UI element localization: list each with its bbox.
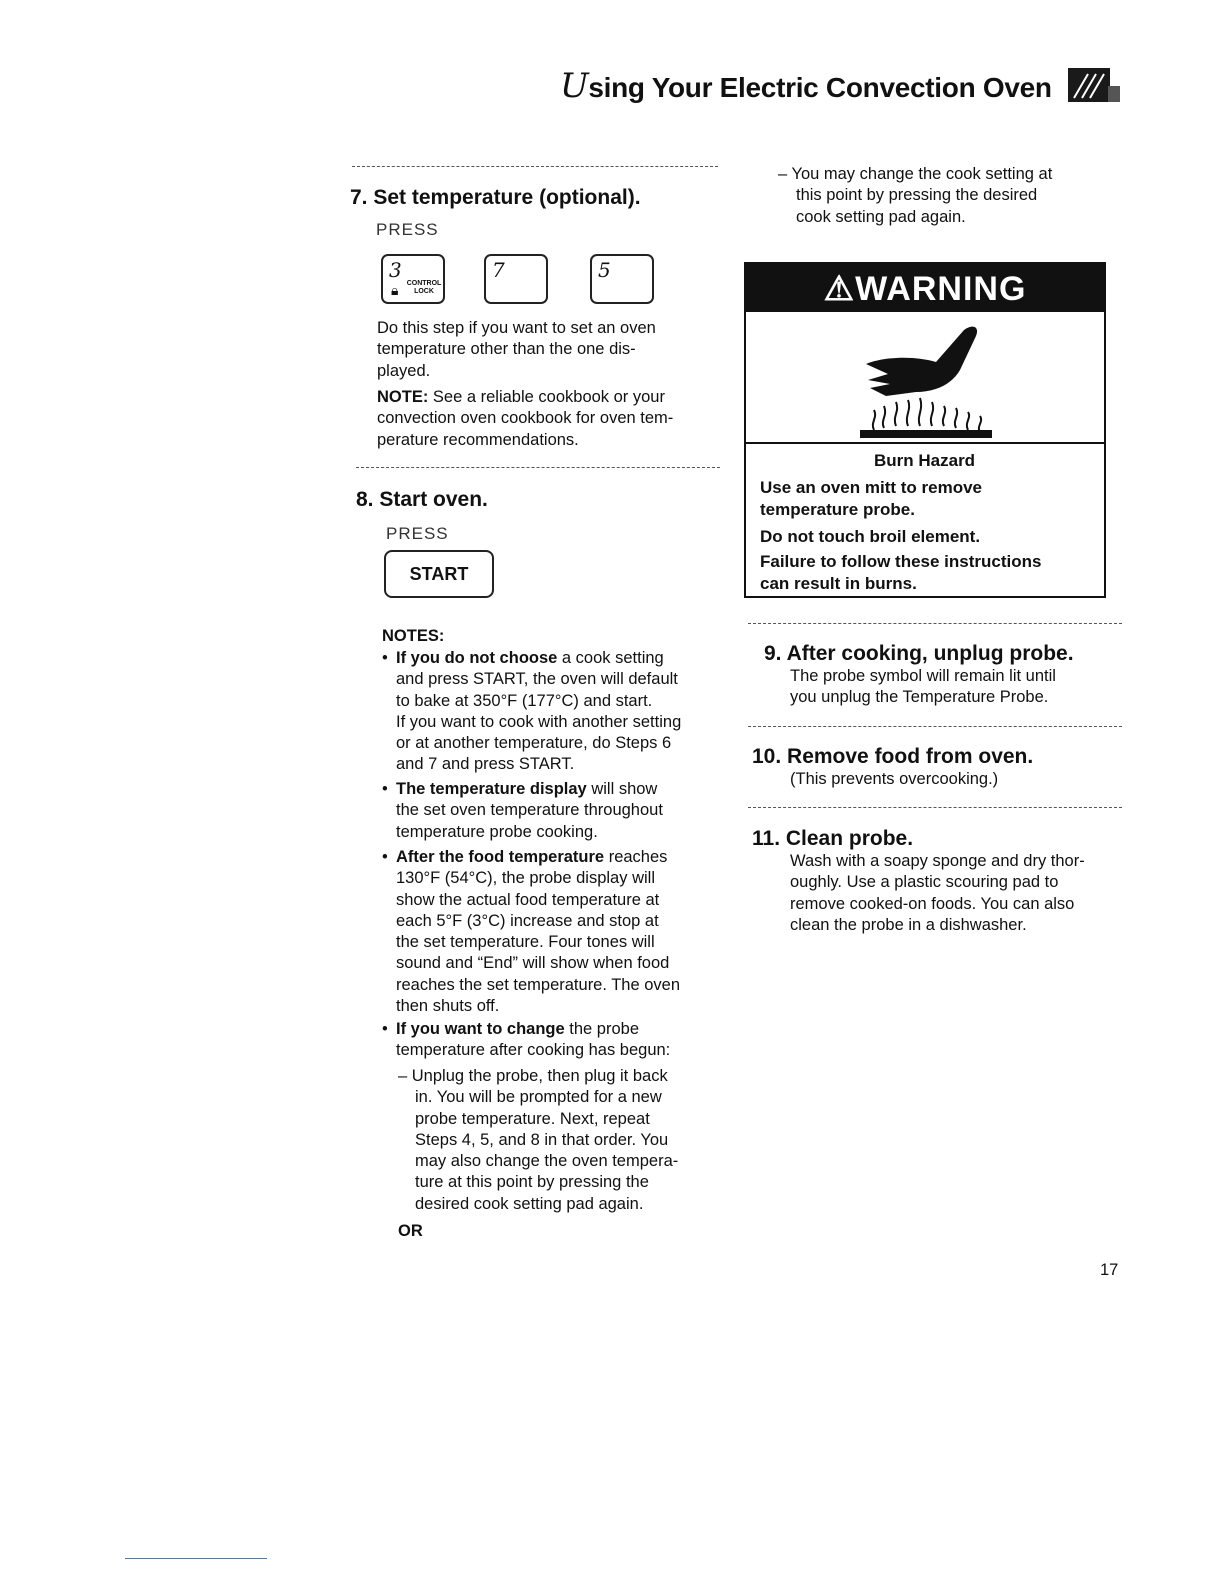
note-bold: If you want to change [396, 1020, 565, 1038]
text-line: reaches the set temperature. The oven [396, 975, 681, 994]
text-line: Steps 4, 5, and 8 in that order. You [415, 1130, 669, 1149]
bullet: • [382, 649, 388, 667]
keypad-5[interactable] [590, 254, 654, 304]
note-bold: The temperature display [396, 780, 587, 798]
page-number: 17 [1100, 1261, 1119, 1279]
footnote-rule [125, 1558, 267, 1559]
text-line: played. [377, 361, 431, 380]
warning-instruction-3 [760, 551, 1041, 594]
keypad-7[interactable] [484, 254, 548, 304]
warning-header [746, 264, 1104, 312]
text-line: and 7 and press START. [396, 755, 575, 774]
text-line: Use an oven mitt to remove [760, 478, 983, 497]
or-label: OR [398, 1222, 423, 1240]
divider [748, 726, 1122, 727]
text-line: Do this step if you want to set an oven [377, 319, 656, 337]
note-2 [396, 779, 663, 843]
warning-divider [746, 442, 1104, 444]
text-line: perature recommendations. [377, 430, 579, 449]
text-line: oughly. Use a plastic scouring pad to [790, 873, 1059, 892]
text-line: convection oven cookbook for oven tem- [377, 409, 674, 428]
step8-title: 8. Start oven. [356, 488, 488, 511]
note-bold: If you do not choose [396, 649, 558, 667]
text-line: a cook setting [557, 649, 664, 667]
text-line: See a reliable cookbook or your [428, 388, 665, 406]
step11-body [790, 851, 1085, 936]
step7-body [377, 318, 656, 382]
note-3 [396, 847, 680, 1017]
warning-instruction-2 [760, 526, 980, 548]
text-line: temperature other than the one dis- [377, 340, 636, 359]
text-line: Failure to follow these instructions [760, 552, 1042, 571]
text-line: may also change the oven tempera- [415, 1152, 679, 1171]
warning-box [744, 262, 1106, 598]
text-line: to bake at 350°F (177°C) and start. [396, 691, 653, 710]
text-line: each 5°F (3°C) increase and stop at [396, 911, 659, 930]
text-line: temperature after cooking has begun: [396, 1041, 671, 1060]
text-line: clean the probe in a dishwasher. [790, 915, 1027, 934]
text-line: you unplug the Temperature Probe. [790, 688, 1049, 707]
divider [748, 807, 1122, 808]
note-label: NOTE: [377, 388, 429, 406]
text-line: this point by pressing the desired [796, 186, 1038, 205]
text-line: the probe [564, 1020, 639, 1038]
divider [748, 623, 1122, 624]
text-line: Wash with a soapy sponge and dry thor- [790, 852, 1085, 870]
note-1 [396, 648, 681, 776]
text-line: or at another temperature, do Steps 6 [396, 734, 672, 753]
text-line: If you want to cook with another setting [396, 712, 682, 731]
note-4-dash [398, 1066, 678, 1215]
notes-label: NOTES: [382, 627, 445, 645]
text-line: desired cook setting pad again. [415, 1194, 644, 1213]
warning-title: WARNING [855, 270, 1027, 308]
step8-press-label: PRESS [386, 524, 449, 543]
text-line: can result in burns. [760, 573, 917, 593]
text-line: The probe symbol will remain lit until [790, 667, 1056, 685]
brand-logo-icon [1068, 68, 1110, 102]
lock-icon: 🔒︎ [391, 282, 399, 298]
text-line: then shuts off. [396, 997, 500, 1016]
bullet: • [382, 1020, 388, 1038]
brand-logo-edge [1108, 86, 1120, 102]
page-header-title [560, 66, 1052, 106]
step10-title: 10. Remove food from oven. [752, 745, 1034, 768]
text-line: the set temperature. Four tones will [396, 933, 655, 952]
text-line: reaches [604, 848, 668, 866]
header-title-rest: sing Your Electric Convection Oven [588, 72, 1052, 103]
note-bold: After the food temperature [396, 848, 605, 866]
step11-title: 11. Clean probe. [752, 827, 914, 850]
burn-hazard-hand-icon [856, 322, 996, 438]
text-line: – You may change the cook setting at [778, 165, 1053, 183]
text-line: 130°F (54°C), the probe display will [396, 869, 655, 888]
step7-press-label: PRESS [376, 220, 439, 239]
divider [356, 467, 720, 468]
bullet: • [382, 848, 388, 866]
text-line: sound and “End” will show when food [396, 954, 670, 973]
text-line: probe temperature. Next, repeat [415, 1109, 650, 1128]
text-line: will show [586, 780, 658, 798]
warning-triangle-icon: ⚠︎ [823, 270, 856, 308]
step9-body [790, 666, 1056, 709]
key-number: 3 [389, 258, 402, 282]
step7-title: 7. Set temperature (optional). [350, 186, 641, 209]
bullet: • [382, 780, 388, 798]
note-4 [396, 1019, 670, 1062]
step10-body [790, 769, 998, 790]
text-line: and press START, the oven will default [396, 670, 678, 689]
step9-title: 9. After cooking, unplug probe. [764, 642, 1074, 665]
hazard-title: Burn Hazard [874, 451, 976, 470]
key-number: 5 [598, 258, 611, 282]
text-line: ture at this point by pressing the [415, 1173, 649, 1192]
text-line: Do not touch broil element. [760, 527, 981, 546]
warning-instruction-1 [760, 477, 982, 520]
divider [352, 166, 718, 167]
text-line: (This prevents overcooking.) [790, 770, 999, 788]
text-line: remove cooked-on foods. You can also [790, 894, 1075, 913]
text-line: – Unplug the probe, then plug it back [398, 1067, 668, 1085]
start-button[interactable]: START [384, 550, 494, 598]
text-line: in. You will be prompted for a new [415, 1088, 662, 1107]
key-number: 7 [492, 258, 505, 282]
text-line: show the actual food temperature at [396, 890, 660, 909]
text-line: cook setting pad again. [796, 207, 966, 226]
right-top-note [778, 164, 1052, 228]
header-initial: U [560, 66, 589, 106]
step7-note [377, 387, 673, 451]
keypad-3-control-lock[interactable] [381, 254, 445, 304]
text-line: the set oven temperature throughout [396, 801, 663, 820]
text-line: temperature probe. [760, 499, 915, 519]
key-sublabel: CONTROL LOCK [406, 280, 442, 295]
text-line: temperature probe cooking. [396, 822, 598, 841]
